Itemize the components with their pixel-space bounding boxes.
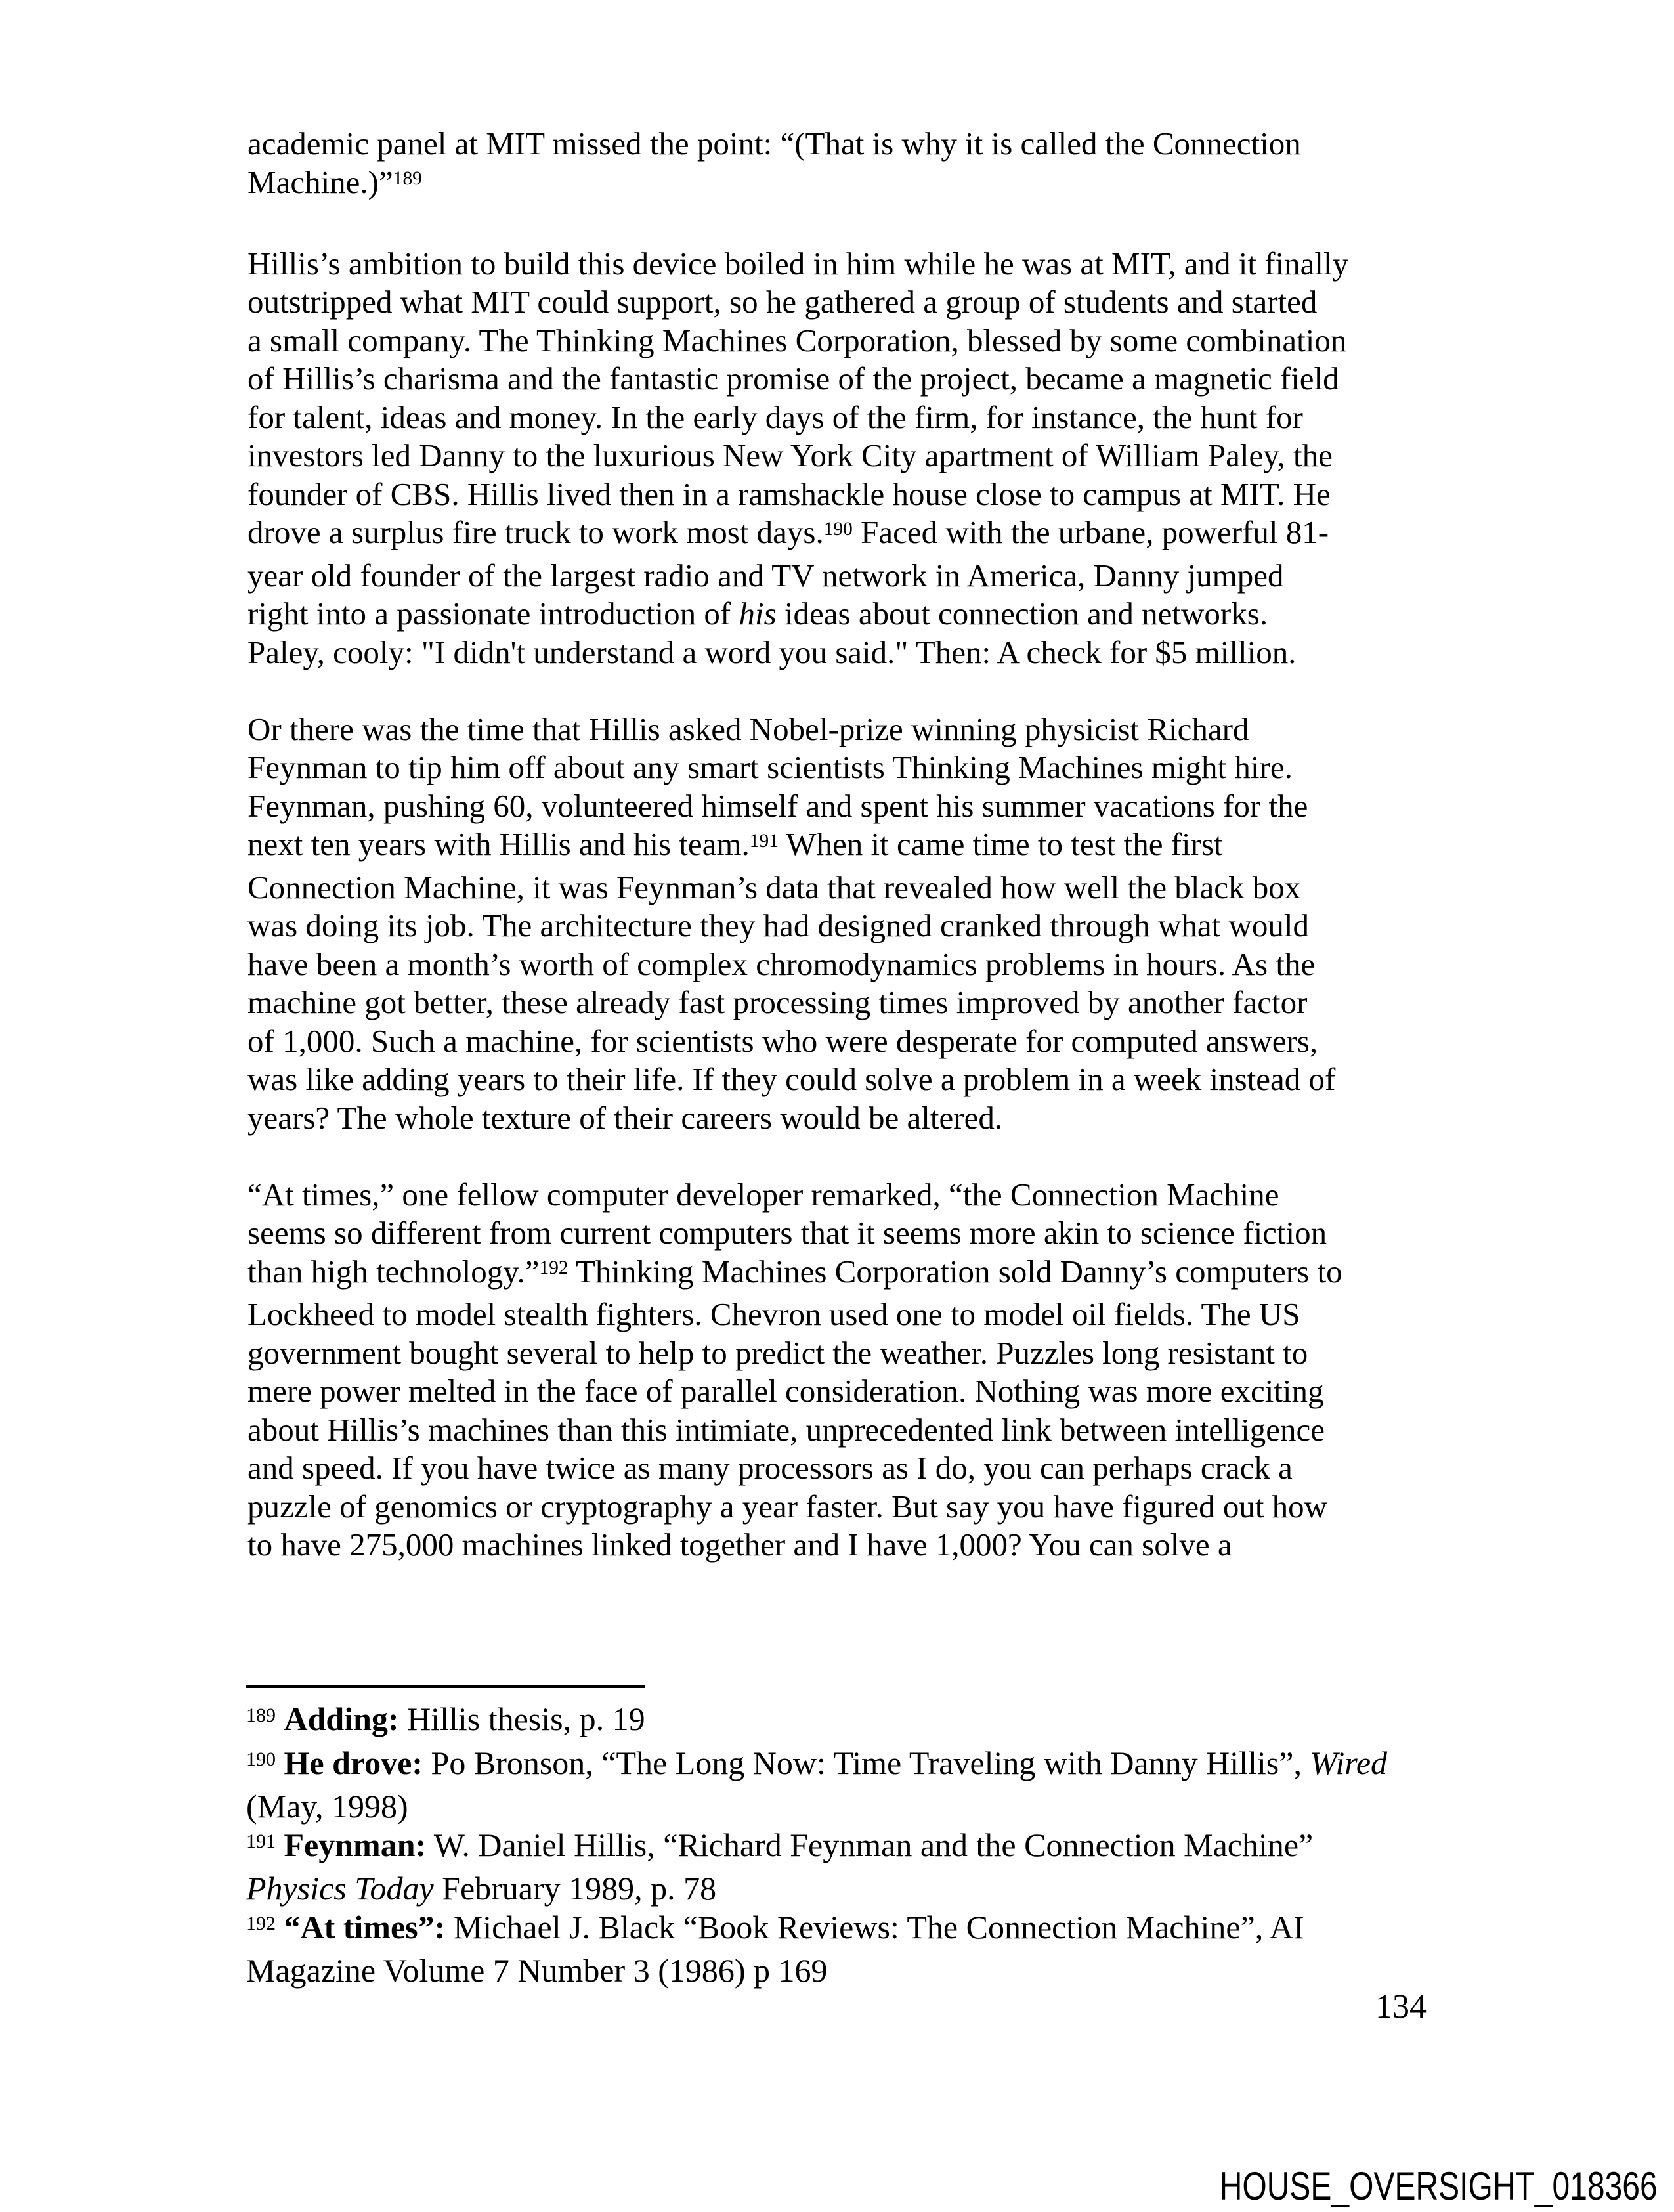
text-segment: year old founder of the largest radio and TV network in America, Danny jumped <box>247 557 1284 594</box>
text-segment: about Hillis’s machines than this intimiate, unprecedented link between intelligence <box>247 1411 1325 1448</box>
text-line <box>246 1700 1425 1744</box>
text-line <box>247 513 1426 557</box>
text-line <box>247 163 1426 207</box>
text-segment: mere power melted in the face of parallel consideration. Nothing was more exciting <box>247 1373 1324 1409</box>
text-line <box>247 1334 1426 1373</box>
text-segment: Magazine Volume 7 Number 3 (1986) p 169 <box>246 1952 828 1989</box>
text-segment: Hillis thesis, p. 19 <box>398 1701 645 1737</box>
text-line <box>247 1176 1426 1215</box>
text-segment: have been a month’s worth of complex chromodynamics problems in hours. As the <box>247 945 1316 982</box>
text-segment: for talent, ideas and money. In the early days of the firm, for instance, the hunt for <box>247 399 1303 435</box>
text-line <box>247 557 1426 596</box>
text-segment: Feynman to tip him off about any smart scientists Thinking Machines might hire. <box>247 749 1293 785</box>
text-segment: Wired <box>1310 1744 1388 1781</box>
text-segment: February 1989, p. 78 <box>433 1870 717 1907</box>
text-segment: a small company. The Thinking Machines Corporation, blessed by some combination <box>247 322 1347 358</box>
text-line <box>247 1099 1426 1138</box>
text-segment: investors led Danny to the luxurious New York City apartment of William Paley, the <box>247 437 1333 473</box>
footnote-marker: 189 <box>246 1704 276 1727</box>
footnote-marker: 192 <box>539 1257 569 1279</box>
bates-stamp: HOUSE_OVERSIGHT_018366 <box>1220 2164 1658 2208</box>
text-line <box>246 1951 1425 1990</box>
text-segment <box>276 1909 284 1945</box>
text-line <box>247 437 1426 475</box>
text-line <box>247 1411 1426 1450</box>
text-line <box>247 1449 1426 1488</box>
text-segment: “At times,” one fellow computer developer remarked, “the Connection Machine <box>247 1176 1279 1213</box>
text-line <box>247 945 1426 984</box>
text-line <box>247 245 1426 284</box>
text-line <box>246 1869 1425 1908</box>
text-line <box>247 1060 1426 1099</box>
text-segment: founder of CBS. Hillis lived then in a ramshackle house close to campus at MIT. He <box>247 475 1331 512</box>
text-line <box>247 1295 1426 1334</box>
footnote-marker: 189 <box>393 168 422 190</box>
text-segment: Paley, cooly: "I didn't understand a word you said." Then: A check for $5 million. <box>247 634 1297 670</box>
text-segment: Faced with the urbane, powerful 81- <box>852 514 1329 550</box>
footnote-entry <box>246 1826 1425 1908</box>
text-line <box>247 1372 1426 1411</box>
text-segment: seems so different from current computers that it seems more akin to science fiction <box>247 1215 1327 1251</box>
footnote-marker: 190 <box>823 518 853 540</box>
text-line <box>247 710 1426 749</box>
text-segment: of 1,000. Such a machine, for scientists who were desperate for computed answers, <box>247 1022 1318 1059</box>
text-segment: Or there was the time that Hillis asked Nobel-prize winning physicist Richard <box>247 710 1249 747</box>
footnote-marker: 191 <box>246 1830 276 1852</box>
text-segment: Lockheed to model stealth fighters. Chevron used one to model oil fields. The US <box>247 1296 1300 1332</box>
text-segment: of Hillis’s charisma and the fantastic promise of the project, became a magnetic field <box>247 360 1339 397</box>
text-segment: Hillis’s ambition to build this device boiled in him while he was at MIT, and it finally <box>247 245 1349 282</box>
text-line <box>247 125 1426 163</box>
footnote-entry <box>246 1908 1425 1990</box>
paragraph <box>247 710 1426 1138</box>
text-segment: machine got better, these already fast processing times improved by another factor <box>247 984 1308 1020</box>
footnote-marker: 191 <box>749 830 779 852</box>
text-segment: Thinking Machines Corporation sold Danny’s computers to <box>568 1253 1342 1290</box>
text-segment: was doing its job. The architecture they had designed cranked through what would <box>247 907 1310 943</box>
text-segment: years? The whole texture of their careers would be altered. <box>247 1099 1003 1136</box>
text-line <box>247 907 1426 945</box>
text-line <box>247 1488 1426 1527</box>
text-line <box>247 595 1426 634</box>
text-segment: than high technology.” <box>247 1253 540 1290</box>
text-segment: next ten years with Hillis and his team. <box>247 826 750 862</box>
text-line <box>247 1253 1426 1296</box>
text-line <box>247 322 1426 360</box>
text-segment: Machine.)” <box>247 163 393 200</box>
text-segment <box>276 1701 284 1737</box>
text-segment: outstripped what MIT could support, so he gathered a group of students and started <box>247 284 1318 320</box>
text-segment: and speed. If you have twice as many processors as I do, you can perhaps crack a <box>247 1450 1293 1486</box>
text-segment: W. Daniel Hillis, “Richard Feynman and the Connection Machine” <box>426 1826 1314 1863</box>
footnote-entry <box>246 1744 1425 1826</box>
text-segment: academic panel at MIT missed the point: “(That is why it is called the Connection <box>247 125 1301 162</box>
text-segment: (May, 1998) <box>246 1788 408 1825</box>
text-segment: was like adding years to their life. If they could solve a problem in a week instead of <box>247 1061 1336 1097</box>
text-segment: Feynman, pushing 60, volunteered himself and spent his summer vacations for the <box>247 787 1308 824</box>
footnote-marker: 190 <box>246 1748 276 1770</box>
footnotes <box>246 1700 1425 1990</box>
text-line <box>247 360 1426 399</box>
text-segment: to have 275,000 machines linked together and I have 1,000? You can solve a <box>247 1527 1232 1563</box>
text-segment <box>276 1827 284 1863</box>
text-line <box>247 1214 1426 1253</box>
text-line <box>247 399 1426 437</box>
text-segment: his <box>739 596 777 632</box>
text-line <box>247 984 1426 1022</box>
text-line <box>247 748 1426 787</box>
text-segment: Adding: <box>284 1701 399 1737</box>
footnote-marker: 192 <box>246 1912 276 1934</box>
text-segment: puzzle of genomics or cryptography a year faster. But say you have figured out how <box>247 1488 1328 1525</box>
text-segment <box>276 1745 284 1781</box>
body-text <box>247 125 1426 1603</box>
footnote-entry <box>246 1700 1425 1744</box>
text-segment: government bought several to help to predict the weather. Puzzles long resistant to <box>247 1334 1308 1371</box>
text-segment: Michael J. Black “Book Reviews: The Connection Machine”, AI <box>445 1908 1304 1945</box>
text-segment: right into a passionate introduction of <box>247 596 739 632</box>
page-number: 134 <box>1375 1988 1427 2026</box>
text-line <box>246 1787 1425 1826</box>
text-segment: When it came time to test the first <box>778 826 1223 862</box>
text-line <box>247 1022 1426 1061</box>
text-line <box>246 1826 1425 1870</box>
text-line <box>247 1526 1426 1565</box>
text-segment: He drove: <box>284 1744 423 1781</box>
text-line <box>246 1744 1425 1788</box>
paragraph <box>247 1176 1426 1565</box>
text-line <box>246 1908 1425 1952</box>
text-segment: Physics Today <box>246 1870 434 1907</box>
text-segment: drove a surplus fire truck to work most days. <box>247 514 824 550</box>
text-line <box>247 475 1426 514</box>
text-line <box>247 634 1426 672</box>
text-segment: “At times”: <box>284 1908 446 1945</box>
paragraph <box>247 245 1426 672</box>
text-line <box>247 283 1426 322</box>
text-line <box>247 869 1426 907</box>
text-segment: ideas about connection and networks. <box>776 596 1268 632</box>
footnote-divider <box>246 1685 645 1688</box>
text-segment: Connection Machine, it was Feynman’s data that revealed how well the black box <box>247 869 1301 905</box>
paragraph <box>247 125 1426 206</box>
text-line <box>247 825 1426 869</box>
text-line <box>247 787 1426 826</box>
text-segment: Po Bronson, “The Long Now: Time Traveling with Danny Hillis”, <box>423 1744 1310 1781</box>
text-segment: Feynman: <box>284 1826 427 1863</box>
